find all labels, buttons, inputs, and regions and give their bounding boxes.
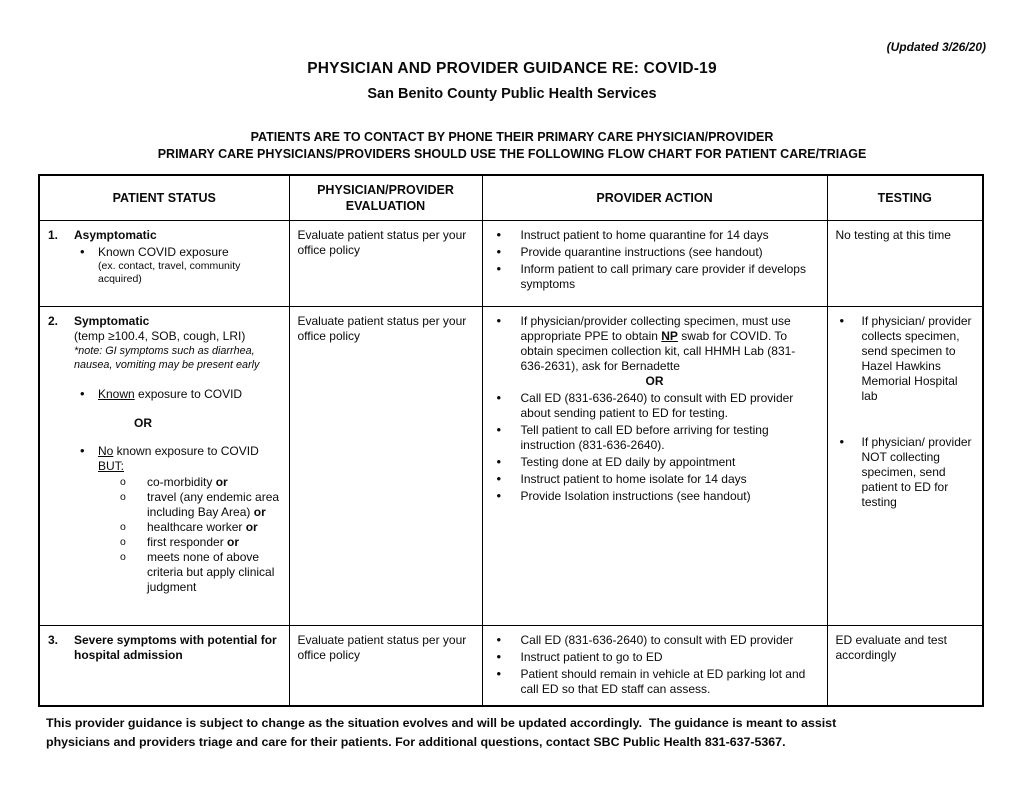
action-bullet: • Instruct patient to home isolate for 14 days <box>497 472 819 487</box>
no-exposure-list <box>80 444 281 595</box>
instructions-block <box>0 129 1024 163</box>
criteria-item <box>120 550 281 595</box>
instruction-line-2: PRIMARY CARE PHYSICIANS/PROVIDERS SHOULD USE THE FOLLOWING FLOW CHART FOR PATIENT CARE/TRIAGE <box>157 147 867 161</box>
cell-status-symptomatic <box>39 307 289 626</box>
action-bullet-list <box>497 633 819 697</box>
status-title-line <box>48 314 281 329</box>
action-bullet: • Provide Isolation instructions (see handout) <box>497 489 819 504</box>
action-bullet: • Provide quarantine instructions (see handout) <box>497 245 819 260</box>
no-rest: known exposure to COVID <box>113 444 259 458</box>
col-header-physician-provider-evaluation: PHYSICIAN/PROVIDER EVALUATION <box>289 175 482 221</box>
action-bullet: • Call ED (831-636-2640) to consult with ED provider <box>497 633 819 648</box>
table-row-symptomatic <box>39 307 983 626</box>
criteria-text: first responder <box>147 535 228 549</box>
row-number: 3. <box>48 633 59 647</box>
status-title: Severe symptoms with potential for hospital admission <box>74 633 277 662</box>
no-underlined: No <box>98 444 114 458</box>
no-exposure-bullet <box>80 444 281 595</box>
criteria-item <box>120 535 281 550</box>
known-underlined: Known <box>98 387 135 401</box>
table-row-severe <box>39 626 983 707</box>
known-exposure-list <box>80 387 281 402</box>
criteria-item <box>120 475 281 490</box>
col-header-testing: TESTING <box>827 175 983 221</box>
criteria-or: or <box>215 475 228 489</box>
row-number: 1. <box>48 228 59 242</box>
but-underlined: BUT: <box>98 459 125 473</box>
cell-status-severe <box>39 626 289 707</box>
criteria-sublist <box>120 475 281 595</box>
action-text: If physician/provider collecting specimen, must use appropriate PPE to obtain <box>520 314 791 343</box>
status-title-line <box>48 228 281 243</box>
action-bullet-specimen <box>497 314 819 389</box>
action-bullet: • Patient should remain in vehicle at ED parking lot and call ED so that ED staff can assess. <box>497 667 819 697</box>
known-exposure-bullet <box>80 387 281 402</box>
known-rest: exposure to COVID <box>134 387 243 401</box>
footer-line-1: This provider guidance is subject to change as the situation evolves and will be updated accordingly. The guidance is meant to assist <box>46 716 837 730</box>
criteria-text: co-morbidity <box>147 475 216 489</box>
cell-evaluation-row1 <box>289 221 482 307</box>
testing-text: No testing at this time <box>835 228 951 242</box>
cell-provider-action-row2 <box>482 307 827 626</box>
col-header-provider-action: PROVIDER ACTION <box>482 175 827 221</box>
cell-evaluation-row3 <box>289 626 482 707</box>
cell-status-asymptomatic <box>39 221 289 307</box>
testing-text: ED evaluate and test accordingly <box>835 633 947 662</box>
np-swab-emphasis: NP <box>661 329 678 343</box>
or-separator-status: OR <box>134 416 152 430</box>
instruction-line-1: PATIENTS ARE TO CONTACT BY PHONE THEIR PRIMARY CARE PHYSICIAN/PROVIDER <box>250 130 774 144</box>
action-bullet-list <box>497 228 819 292</box>
table-header-row <box>39 175 983 221</box>
status-bullet-list <box>80 245 281 286</box>
evaluation-text: Evaluate patient status per your office policy <box>297 314 467 343</box>
action-bullet: • Call ED (831-636-2640) to consult with ED provider about sending patient to ED for testing. <box>497 391 819 421</box>
cell-evaluation-row2 <box>289 307 482 626</box>
criteria-or: or <box>253 505 266 519</box>
criteria-or: or <box>245 520 258 534</box>
status-note: *note: GI symptoms such as diarrhea, nausea, vomiting may be present early <box>74 345 260 371</box>
criteria-text: meets none of above criteria but apply clinical judgment <box>147 550 275 594</box>
status-bullet <box>80 245 281 286</box>
evaluation-text: Evaluate patient status per your office policy <box>297 228 467 257</box>
cell-testing-row2 <box>827 307 983 626</box>
criteria-item <box>120 490 281 520</box>
table-row-asymptomatic <box>39 221 983 307</box>
document-page <box>0 40 1024 791</box>
action-bullet: • Inform patient to call primary care provider if develops symptoms <box>497 262 819 292</box>
row-number: 2. <box>48 314 59 328</box>
action-bullet: • Instruct patient to go to ED <box>497 650 819 665</box>
footer-note <box>46 714 988 752</box>
cell-provider-action-row3 <box>482 626 827 707</box>
criteria-text: travel (any endemic area including Bay Area) <box>147 490 280 519</box>
action-text: swab for COVID. To obtain specimen collection kit, call HHMH Lab (831-636-2631), ask for Bernadette <box>520 329 796 373</box>
status-title: Symptomatic <box>74 314 150 328</box>
cell-testing-row1 <box>827 221 983 307</box>
status-bullet-detail: (ex. contact, travel, community acquired) <box>98 260 241 285</box>
action-bullet: • Instruct patient to home quarantine for 14 days <box>497 228 819 243</box>
criteria-item <box>120 520 281 535</box>
cell-testing-row3 <box>827 626 983 707</box>
footer-line-2: physicians and providers triage and care for their patients. For additional questions, contact SBC Public Health 831-637-5367. <box>46 735 786 749</box>
col-header-patient-status: PATIENT STATUS <box>39 175 289 221</box>
evaluation-text: Evaluate patient status per your office policy <box>297 633 467 662</box>
action-bullet: • Tell patient to call ED before arriving for testing instruction (831-636-2640). <box>497 423 819 453</box>
page-subtitle: San Benito County Public Health Services <box>367 86 657 102</box>
status-subtitle: (temp ≥100.4, SOB, cough, LRI) <box>74 329 246 343</box>
updated-date: (Updated 3/26/20) <box>886 40 986 54</box>
criteria-or: or <box>227 535 240 549</box>
testing-bullet: • If physician/ provider NOT collecting specimen, send patient to ED for testing <box>840 435 975 510</box>
action-bullet-list <box>497 314 819 504</box>
status-title: Asymptomatic <box>74 228 157 242</box>
page-title: PHYSICIAN AND PROVIDER GUIDANCE RE: COVID-19 <box>307 60 717 77</box>
testing-bullet-list <box>840 314 975 510</box>
status-title-line <box>48 633 281 663</box>
testing-bullet: • If physician/ provider collects specimen, send specimen to Hazel Hawkins Memorial Hospital lab <box>840 314 975 404</box>
triage-table <box>38 174 984 707</box>
or-separator-action: OR <box>645 374 664 388</box>
action-bullet: • Testing done at ED daily by appointment <box>497 455 819 470</box>
cell-provider-action-row1 <box>482 221 827 307</box>
status-bullet-text: • Known COVID exposure <box>98 245 229 259</box>
criteria-text: healthcare worker <box>147 520 246 534</box>
